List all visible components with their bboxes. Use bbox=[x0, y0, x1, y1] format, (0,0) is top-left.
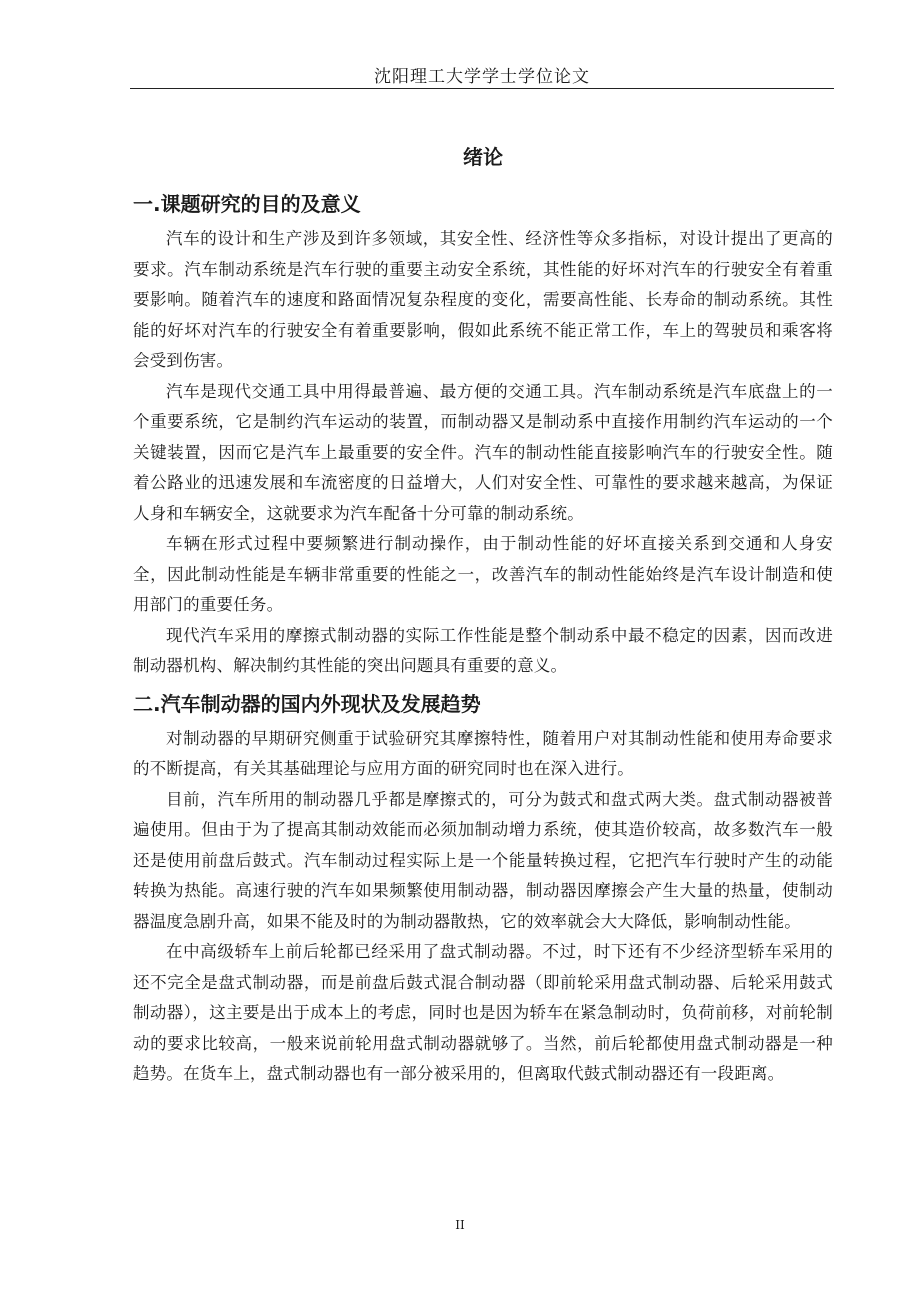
section-heading-1: 一.课题研究的目的及意义 bbox=[133, 192, 361, 216]
paragraph: 车辆在形式过程中要频繁进行制动操作，由于制动性能的好坏直接关系到交通和人身安全，因此制动性能是车辆非常重要的性能之一，改善汽车的制动性能始终是汽车设计制造和使用部门的重要任务。 bbox=[133, 534, 833, 614]
running-header: 沈阳理工大学学士学位论文 bbox=[374, 67, 590, 87]
section-heading-2: 二.汽车制动器的国内外现状及发展趋势 bbox=[133, 691, 481, 716]
paragraph: 汽车是现代交通工具中用得最普遍、最方便的交通工具。汽车制动系统是汽车底盘上的一个重要系统，它是制约汽车运动的装置，而制动器又是制动系中直接作用制约汽车运动的一个关键装置，因而它是汽车上最重要的安全件。汽车的制动性能直接影响汽车的行驶安全性。随着公路业的迅速发展和车流密度的日益增大，人们对安全性、可靠性的要求越来越高，为保证人身和车辆安全，这就要求为汽车配备十分可靠的制动系统。 bbox=[133, 381, 833, 523]
header-rule bbox=[130, 88, 834, 89]
section-body-1 bbox=[133, 224, 833, 682]
page-number: II bbox=[455, 1218, 465, 1232]
section-body-2 bbox=[133, 724, 833, 1090]
page-content bbox=[133, 140, 833, 1090]
page-title: 绪论 bbox=[463, 145, 503, 169]
paragraph: 在中高级轿车上前后轮都已经采用了盘式制动器。不过，时下还有不少经济型轿车采用的还不完全是盘式制动器，而是前盘后鼓式混合制动器（即前轮采用盘式制动器、后轮采用鼓式制动器），这主要是出于成本上的考虑，同时也是因为轿车在紧急制动时，负荷前移，对前轮制动的要求比较高，一般来说前轮用盘式制动器就够了。当然，前后轮都使用盘式制动器是一种趋势。在货车上，盘式制动器也有一部分被采用的，但离取代鼓式制动器还有一段距离。 bbox=[133, 942, 833, 1083]
paragraph: 目前，汽车所用的制动器几乎都是摩擦式的，可分为鼓式和盘式两大类。盘式制动器被普遍使用。但由于为了提高其制动效能而必须加制动增力系统，使其造价较高，故多数汽车一般还是使用前盘后鼓式。汽车制动过程实际上是一个能量转换过程，它把汽车行驶时产生的动能转换为热能。高速行驶的汽车如果频繁使用制动器，制动器因摩擦会产生大量的热量，使制动器温度急剧升高，如果不能及时的为制动器散热，它的效率就会大大降低，影响制动性能。 bbox=[133, 789, 833, 931]
paragraph: 汽车的设计和生产涉及到许多领域，其安全性、经济性等众多指标，对设计提出了更高的要求。汽车制动系统是汽车行驶的重要主动安全系统，其性能的好坏对汽车的行驶安全有着重要影响。随着汽车的速度和路面情况复杂程度的变化，需要高性能、长寿命的制动系统。其性能的好坏对汽车的行驶安全有着重要影响，假如此系统不能正常工作，车上的驾驶员和乘客将会受到伤害。 bbox=[133, 229, 833, 370]
paragraph: 现代汽车采用的摩擦式制动器的实际工作性能是整个制动系中最不稳定的因素，因而改进制动器机构、解决制约其性能的突出问题具有重要的意义。 bbox=[133, 625, 833, 675]
paragraph: 对制动器的早期研究侧重于试验研究其摩擦特性，随着用户对其制动性能和使用寿命要求的不断提高，有关其基础理论与应用方面的研究同时也在深入进行。 bbox=[133, 728, 833, 778]
